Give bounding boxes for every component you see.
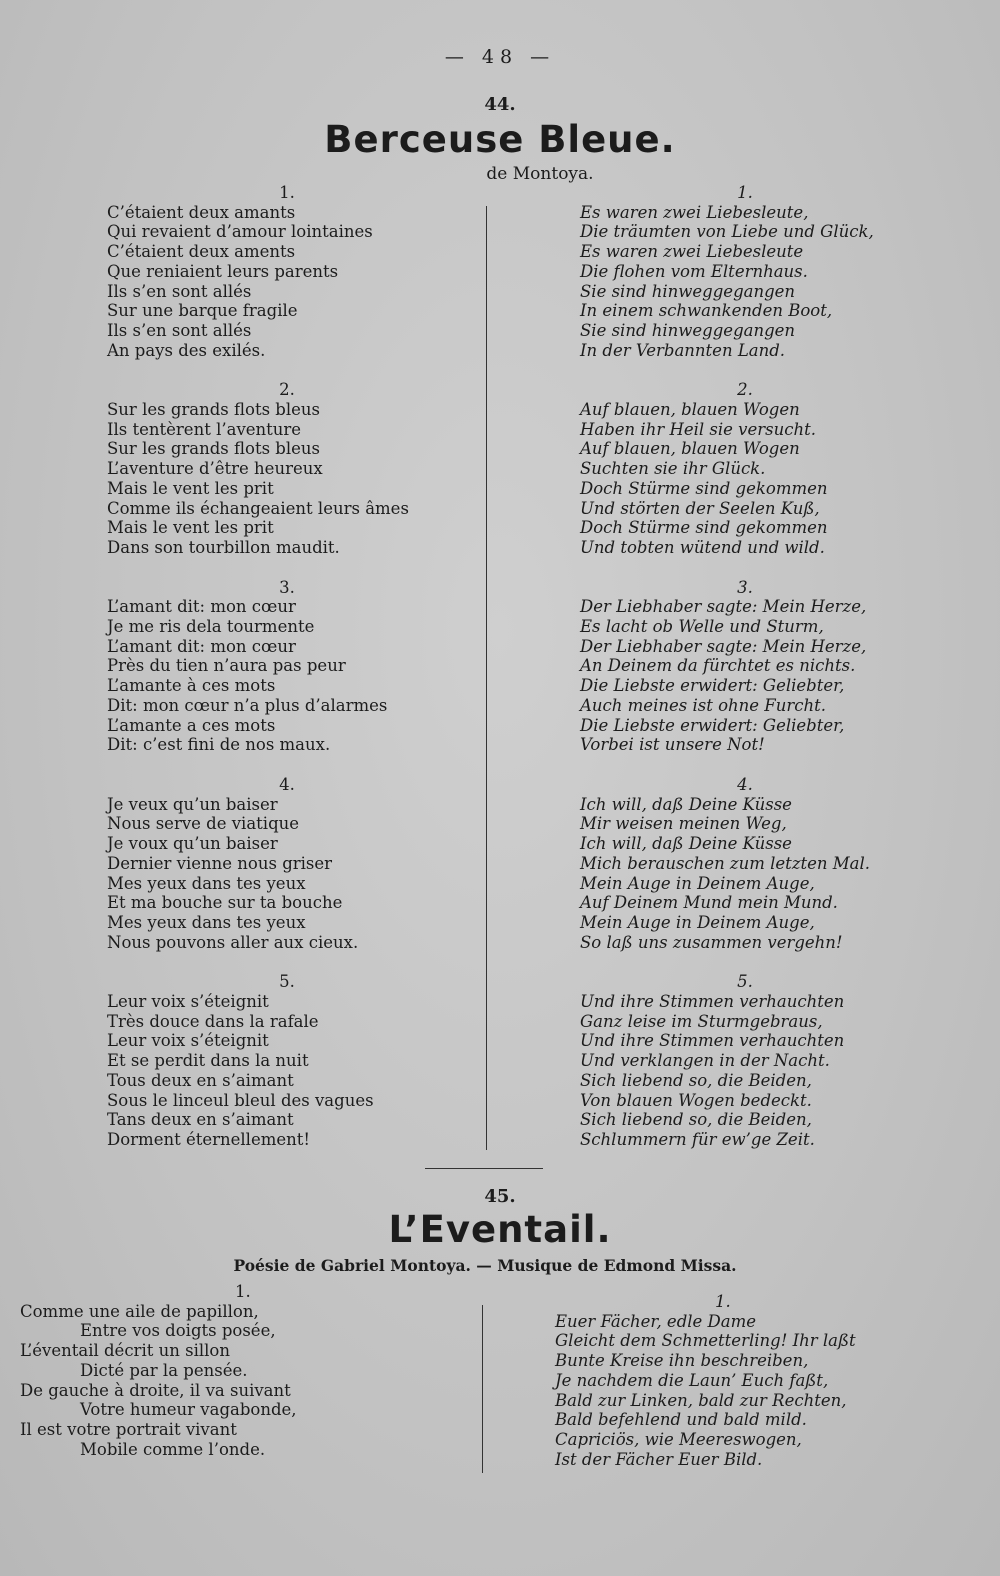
stanza-number: 3. — [279, 577, 295, 597]
french-column-44 — [107, 183, 467, 1170]
verse-line: An pays des exilés. — [107, 340, 266, 360]
verse-line: Entre vos doigts posée, — [80, 1321, 276, 1341]
verse-line: Dit: mon cœur n’a plus d’alarmes — [107, 695, 388, 715]
stanza-5 — [107, 972, 467, 1149]
verse-line: Und verklangen in der Nacht. — [580, 1051, 830, 1071]
verse-line: Ganz leise im Sturmgebraus, — [580, 1011, 823, 1031]
verse-line: An Deinem da fürchtet es nichts. — [580, 656, 856, 676]
verse-line: Sous le linceul bleul des vagues — [107, 1090, 374, 1110]
verse-line: Tous deux en s’aimant — [107, 1070, 294, 1090]
verse-line: Mais le vent les prit — [107, 518, 274, 538]
column-divider — [486, 206, 487, 1150]
verse-line: Nous serve de viatique — [107, 814, 300, 834]
verse-line: So laß uns zusammen vergehn! — [580, 932, 843, 952]
verse-line: In einem schwankenden Boot, — [580, 301, 833, 321]
verse-line: Et ma bouche sur ta bouche — [107, 893, 343, 913]
verse-line: Die Liebste erwidert: Geliebter, — [580, 676, 845, 696]
verse-line: Sur les grands flots bleus — [107, 400, 320, 420]
verse-line: Mich berauschen zum letzten Mal. — [580, 853, 871, 873]
verse-line: Mes yeux dans tes yeux — [107, 912, 306, 932]
german-column-44 — [580, 183, 910, 1170]
piece-number-44: 44. — [484, 94, 516, 115]
verse-line: Ils s’en sont allés — [107, 281, 252, 301]
verse-line: Von blauen Wogen bedeckt. — [580, 1090, 812, 1110]
verse-line: Sich liebend so, die Beiden, — [580, 1110, 812, 1130]
verse-line: Es waren zwei Liebesleute, — [580, 202, 809, 222]
verse-line: Ils tentèrent l’aventure — [107, 419, 302, 439]
stanza-3 — [580, 578, 910, 755]
stanza-number: 4. — [737, 774, 753, 794]
verse-line: C’étaient deux aments — [107, 242, 296, 262]
verse-line: Schlummern für ew’ge Zeit. — [580, 1129, 815, 1149]
verse-line: Leur voix s’éteignit — [107, 992, 269, 1012]
verse-line: Bald zur Linken, bald zur Rechten, — [555, 1390, 847, 1410]
verse-line: Sich liebend so, die Beiden, — [580, 1070, 812, 1090]
verse-line: Près du tien n’aura pas peur — [107, 656, 346, 676]
stanza-1 — [20, 1282, 460, 1459]
verse-line: In der Verbannten Land. — [580, 340, 786, 360]
stanza-3 — [107, 578, 467, 755]
verse-line: Dernier vienne nous griser — [107, 853, 333, 873]
verse-line: Dicté par la pensée. — [80, 1360, 248, 1380]
verse-line: Je nachdem die Laun’ Euch faßt, — [555, 1370, 829, 1390]
piece-title-berceuse-bleue: Berceuse Bleue. — [324, 118, 676, 161]
verse-line: L’amant dit: mon cœur — [107, 636, 296, 656]
verse-line: Es waren zwei Liebesleute — [580, 242, 804, 262]
verse-line: Sie sind hinweggegangen — [580, 281, 796, 301]
german-column-45 — [555, 1292, 895, 1489]
stanza-number: 1. — [737, 183, 753, 202]
verse-line: Qui revaient d’amour lointaines — [107, 222, 373, 242]
verse-line: Auf Deinem Mund mein Mund. — [580, 893, 838, 913]
stanza-4 — [580, 775, 910, 952]
verse-line: L’aventure d’être heureux — [107, 459, 323, 479]
verse-line: Auf blauen, blauen Wogen — [580, 439, 800, 459]
stanza-1 — [580, 183, 910, 360]
verse-line: Es lacht ob Welle und Sturm, — [580, 617, 824, 637]
verse-line: Dans son tourbillon maudit. — [107, 537, 340, 557]
verse-line: Comme ils échangeaient leurs âmes — [107, 498, 409, 518]
stanza-number: 3. — [737, 577, 753, 597]
verse-line: Tans deux en s’aimant — [107, 1110, 294, 1130]
piece-credits: Poésie de Gabriel Montoya. — Musique de Edmond Missa. — [233, 1256, 737, 1275]
verse-line: Mein Auge in Deinem Auge, — [580, 873, 815, 893]
verse-line: Dorment éternellement! — [107, 1129, 311, 1149]
verse-line: Doch Stürme sind gekommen — [580, 518, 828, 538]
french-column-45 — [20, 1282, 460, 1479]
piece-title-leventail: L’Eventail. — [388, 1208, 612, 1251]
verse-line: Très douce dans la rafale — [107, 1011, 319, 1031]
verse-line: Haben ihr Heil sie versucht. — [580, 419, 816, 439]
verse-line: Und ihre Stimmen verhauchten — [580, 992, 845, 1012]
verse-line: Suchten sie ihr Glück. — [580, 459, 766, 479]
stanza-4 — [107, 775, 467, 952]
verse-line: Mein Auge in Deinem Auge, — [580, 912, 815, 932]
stanza-number: 5. — [279, 972, 295, 992]
stanza-2 — [580, 380, 910, 557]
verse-line: Que reniaient leurs parents — [107, 261, 339, 281]
verse-line: Sie sind hinweggegangen — [580, 320, 796, 340]
stanza-number: 4. — [279, 774, 295, 794]
verse-line: Votre humeur vagabonde, — [80, 1400, 297, 1420]
verse-line: Die träumten von Liebe und Glück, — [580, 222, 874, 242]
stanza-1 — [107, 183, 467, 360]
verse-line: Je me ris dela tourmente — [107, 617, 315, 637]
verse-line: Und tobten wütend und wild. — [580, 537, 825, 557]
section-divider — [425, 1168, 543, 1169]
verse-line: Nous pouvons aller aux cieux. — [107, 932, 359, 952]
page-number: — 48 — — [444, 46, 556, 68]
verse-line: De gauche à droite, il va suivant — [20, 1380, 291, 1400]
piece-number-45: 45. — [484, 1186, 516, 1207]
verse-line: Ist der Fächer Euer Bild. — [555, 1449, 763, 1469]
stanza-1 — [555, 1292, 895, 1469]
verse-line: Mobile comme l’onde. — [80, 1439, 266, 1459]
verse-line: L’amant dit: mon cœur — [107, 597, 296, 617]
verse-line: Und ihre Stimmen verhauchten — [580, 1031, 845, 1051]
verse-line: Comme une aile de papillon, — [20, 1301, 259, 1321]
stanza-number: 1. — [235, 1282, 251, 1301]
verse-line: Und störten der Seelen Kuß, — [580, 498, 820, 518]
verse-line: Mes yeux dans tes yeux — [107, 873, 306, 893]
stanza-number: 2. — [737, 380, 753, 400]
verse-line: Et se perdit dans la nuit — [107, 1051, 309, 1071]
verse-line: Der Liebhaber sagte: Mein Herze, — [580, 597, 867, 617]
verse-line: Ils s’en sont allés — [107, 320, 252, 340]
verse-line: Bald befehlend und bald mild. — [555, 1410, 807, 1430]
stanza-number: 2. — [279, 380, 295, 400]
piece-author: de Montoya. — [486, 164, 594, 184]
verse-line: Auf blauen, blauen Wogen — [580, 400, 800, 420]
verse-line: Auch meines ist ohne Furcht. — [580, 695, 826, 715]
verse-line: Ich will, daß Deine Küsse — [580, 834, 792, 854]
verse-line: Leur voix s’éteignit — [107, 1031, 269, 1051]
stanza-2 — [107, 380, 467, 557]
verse-line: Die Liebste erwidert: Geliebter, — [580, 715, 845, 735]
verse-line: Die flohen vom Elternhaus. — [580, 261, 808, 281]
verse-line: L’éventail décrit un sillon — [20, 1341, 230, 1361]
verse-line: L’amante a ces mots — [107, 715, 276, 735]
column-divider — [482, 1305, 483, 1473]
verse-line: Capriciös, wie Meereswogen, — [555, 1429, 802, 1449]
verse-line: Mir weisen meinen Weg, — [580, 814, 787, 834]
verse-line: Mais le vent les prit — [107, 478, 274, 498]
verse-line: Sur les grands flots bleus — [107, 439, 320, 459]
verse-line: C’étaient deux amants — [107, 202, 296, 222]
verse-line: Der Liebhaber sagte: Mein Herze, — [580, 636, 867, 656]
verse-line: Gleicht dem Schmetterling! Ihr laßt — [555, 1331, 856, 1351]
verse-line: Euer Fächer, edle Dame — [555, 1311, 757, 1331]
verse-line: Doch Stürme sind gekommen — [580, 478, 828, 498]
verse-line: Je veux qu’un baiser — [107, 794, 278, 814]
stanza-number: 1. — [279, 183, 295, 202]
verse-line: Il est votre portrait vivant — [20, 1419, 237, 1439]
stanza-number: 5. — [737, 972, 753, 992]
verse-line: Dit: c’est fini de nos maux. — [107, 735, 331, 755]
verse-line: Bunte Kreise ihn beschreiben, — [555, 1351, 809, 1371]
verse-line: Sur une barque fragile — [107, 301, 298, 321]
stanza-number: 1. — [715, 1292, 731, 1311]
verse-line: Ich will, daß Deine Küsse — [580, 794, 792, 814]
verse-line: Je voux qu’un baiser — [107, 834, 278, 854]
verse-line: Vorbei ist unsere Not! — [580, 735, 765, 755]
verse-line: L’amante à ces mots — [107, 676, 276, 696]
stanza-5 — [580, 972, 910, 1149]
